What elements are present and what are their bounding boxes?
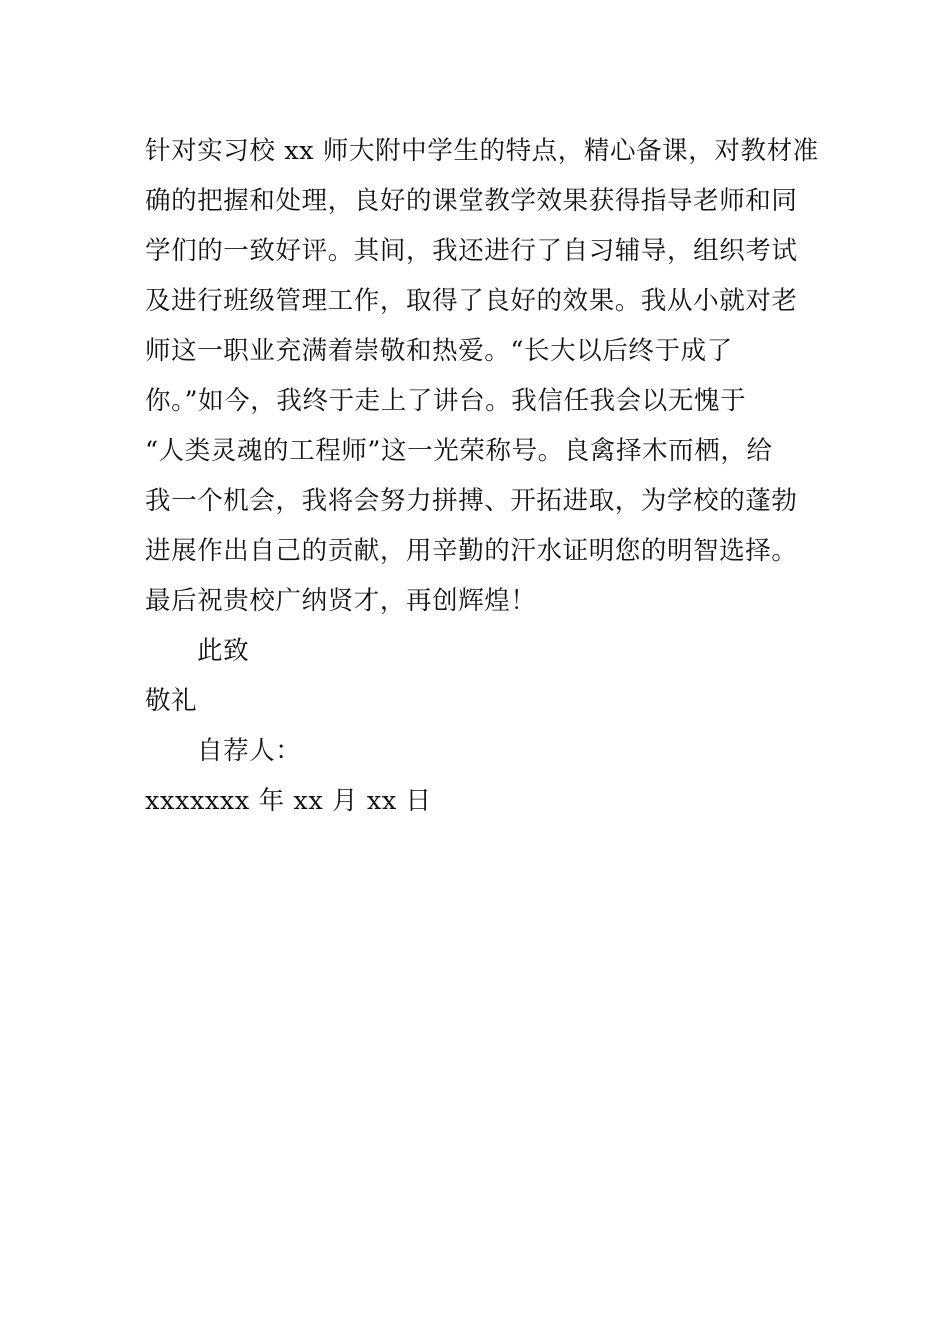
closing-line: 此致 xyxy=(197,636,250,666)
body-line: 学们的一致好评。其间，我还进行了自习辅导，组织考试 xyxy=(145,236,798,266)
letter-body xyxy=(145,126,819,826)
body-line: 你。”如今，我终于走上了讲台。我信任我会以无愧于 xyxy=(145,386,747,416)
body-line: 及进行班级管理工作，取得了良好的效果。我从小就对老 xyxy=(145,286,798,316)
body-line: 我一个机会，我将会努力拼搏、开拓进取，为学校的蓬勃 xyxy=(145,486,798,516)
body-line: 师这一职业充满着崇敬和热爱。“长大以后终于成了 xyxy=(145,336,733,366)
body-line: 最后祝贵校广纳贤才，再创辉煌！ xyxy=(145,586,537,616)
date-line: xxxxxxx 年 xx 月 xx 日 xyxy=(145,786,432,816)
body-line: 针对实习校 xx 师大附中学生的特点，精心备课，对教材准 xyxy=(145,136,819,166)
signature-label: 自荐人： xyxy=(197,736,302,766)
body-line: “人类灵魂的工程师”这一光荣称号。良禽择木而栖，给 xyxy=(145,436,773,466)
salute-line: 敬礼 xyxy=(145,686,198,716)
body-line: 进展作出自己的贡献，用辛勤的汗水证明您的明智选择。 xyxy=(145,536,798,566)
body-line: 确的把握和处理，良好的课堂教学效果获得指导老师和同 xyxy=(145,186,798,216)
